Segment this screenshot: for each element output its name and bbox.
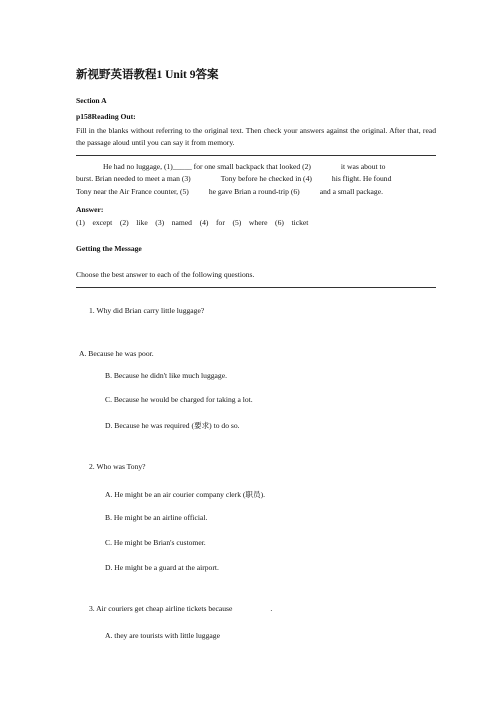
passage-line: burst. Brian needed to meet a man (3) Tony before he checked in (4) his flight. He found (76, 174, 392, 184)
answer-label: Answer: (76, 205, 104, 214)
answers: (1) except (2) like (3) named (4) for (5) where (6) ticket (76, 218, 309, 227)
question-2: 2. Who was Tony? (89, 462, 146, 471)
option-2c: C. He might be Brian's customer. (105, 538, 206, 547)
reading-out-instruction: Fill in the blanks without referring to the original text. Then check your answers against the original. After that, read the passage aloud until you can say it from memory. (76, 126, 436, 148)
option-1b: B. Because he didn't like much luggage. (105, 371, 227, 380)
question-1: 1. Why did Brian carry little luggage? (89, 306, 205, 315)
option-2b: B. He might be an airline official. (105, 513, 208, 522)
option-1c: C. Because he would be charged for taking a lot. (105, 395, 253, 404)
reading-out-heading: p158Reading Out: (76, 112, 136, 121)
option-1d: D. Because he was required (要求) to do so. (105, 421, 240, 430)
option-3a: A. they are tourists with little luggage (105, 631, 220, 640)
getting-message-heading: Getting the Message (76, 244, 142, 253)
option-2a: A. He might be an air courier company clerk (职员). (105, 490, 266, 499)
option-1a: A. Because he was poor. (79, 349, 154, 358)
divider (76, 287, 436, 288)
passage-line: Tony near the Air France counter, (5) he gave Brian a round-trip (6) and a small package. (76, 186, 383, 196)
page-title: 新视野英语教程1 Unit 9答案 (76, 69, 219, 81)
passage-line: He had no luggage, (1)_____ for one small backpack that looked (2) it was about to (103, 162, 386, 171)
divider (76, 155, 436, 156)
getting-message-instruction: Choose the best answer to each of the following questions. (76, 270, 255, 279)
passage (76, 161, 436, 198)
option-2d: D. He might be a guard at the airport. (105, 563, 219, 572)
question-3: 3. Air couriers get cheap airline tickets because . (89, 604, 273, 613)
section-heading: Section A (76, 96, 107, 105)
